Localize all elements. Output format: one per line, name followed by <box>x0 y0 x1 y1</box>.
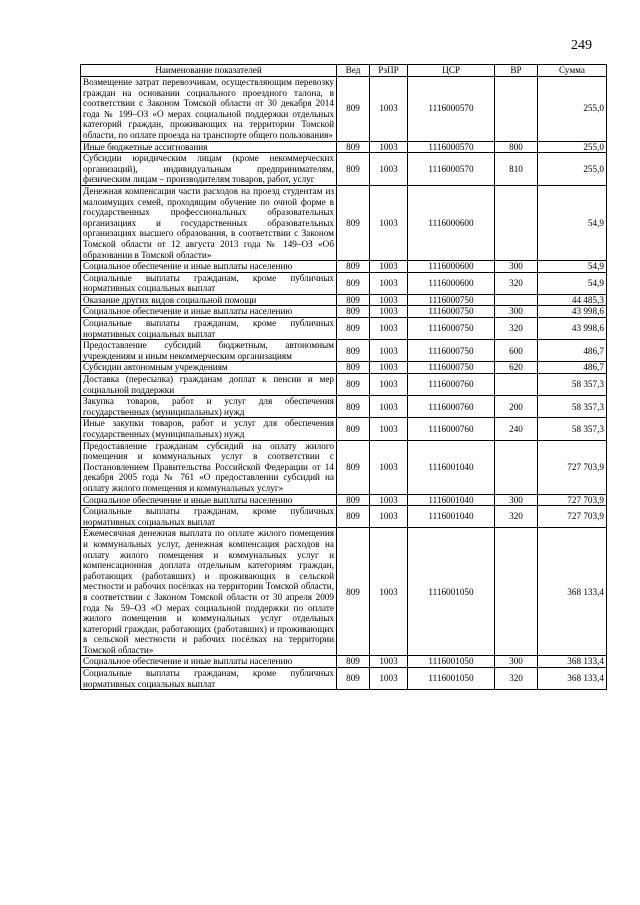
cell-name: Предоставление гражданам субсидий на оплату жилого помещения и коммунальных услуг в соответствии с Постановлением Правительства Российской Федерации от 14 декабря 2005 года № 761 «О предоставлении субсидий на оплату жилого помещения и коммунальных услуг» <box>81 440 337 494</box>
cell-csr: 1116000600 <box>408 272 495 294</box>
cell-ved: 809 <box>337 494 370 506</box>
cell-rzpr: 1003 <box>370 418 408 440</box>
cell-vr: 300 <box>495 656 538 668</box>
cell-vr: 320 <box>495 318 538 340</box>
table-row <box>81 528 607 656</box>
cell-csr: 1116000750 <box>408 340 495 362</box>
cell-name: Социальное обеспечение и иные выплаты населению <box>81 306 337 318</box>
table-row <box>81 340 607 362</box>
cell-csr: 1116000760 <box>408 396 495 418</box>
table-row <box>81 272 607 294</box>
cell-csr: 1116001040 <box>408 494 495 506</box>
cell-name: Социальное обеспечение и иные выплаты населению <box>81 494 337 506</box>
cell-csr: 1116000600 <box>408 261 495 273</box>
cell-vr: 200 <box>495 396 538 418</box>
table-row <box>81 318 607 340</box>
cell-sum: 255,0 <box>538 141 607 153</box>
table-row <box>81 185 607 260</box>
cell-sum: 727 703,9 <box>538 506 607 528</box>
cell-rzpr: 1003 <box>370 340 408 362</box>
cell-csr: 1116001040 <box>408 506 495 528</box>
col-header-rzpr: РзПР <box>370 65 408 77</box>
cell-sum: 368 133,4 <box>538 656 607 668</box>
cell-name: Социальное обеспечение и иные выплаты населению <box>81 656 337 668</box>
cell-ved: 809 <box>337 418 370 440</box>
cell-vr <box>495 185 538 260</box>
cell-vr <box>495 440 538 494</box>
cell-csr: 1116001050 <box>408 668 495 690</box>
table-row <box>81 396 607 418</box>
col-header-vr: ВР <box>495 65 538 77</box>
cell-vr <box>495 77 538 142</box>
cell-name: Социальные выплаты гражданам, кроме публичных нормативных социальных выплат <box>81 318 337 340</box>
cell-rzpr: 1003 <box>370 668 408 690</box>
cell-name: Предоставление субсидий бюджетным, автономным учреждениям и иным некоммерческим организациям <box>81 340 337 362</box>
cell-sum: 43 998,6 <box>538 306 607 318</box>
cell-csr: 1116000760 <box>408 374 495 396</box>
cell-rzpr: 1003 <box>370 656 408 668</box>
cell-csr: 1116000750 <box>408 318 495 340</box>
cell-rzpr: 1003 <box>370 185 408 260</box>
cell-vr: 810 <box>495 153 538 186</box>
table-header-row <box>81 65 607 77</box>
budget-table <box>80 64 607 690</box>
cell-name: Иные закупки товаров, работ и услуг для обеспечения государственных (муниципальных) нужд <box>81 418 337 440</box>
table-row <box>81 294 607 306</box>
cell-sum: 44 485,3 <box>538 294 607 306</box>
cell-sum: 486,7 <box>538 362 607 374</box>
col-header-sum: Сумма <box>538 65 607 77</box>
cell-vr <box>495 528 538 656</box>
cell-csr: 1116001050 <box>408 656 495 668</box>
cell-name: Возмещение затрат перевозчикам, осуществляющим перевозку граждан на основании социального проездного талона, в соответствии с Законом Томской области от 30 декабря 2014 года № 199–ОЗ «О мерах социальной поддержки отдельных категорий граждан, проживающих на территории Томской области, по оплате проезда на транспорте общего пользования» <box>81 77 337 142</box>
cell-vr <box>495 374 538 396</box>
cell-ved: 809 <box>337 374 370 396</box>
cell-rzpr: 1003 <box>370 362 408 374</box>
cell-vr: 240 <box>495 418 538 440</box>
cell-ved: 809 <box>337 185 370 260</box>
cell-rzpr: 1003 <box>370 153 408 186</box>
cell-csr: 1116000570 <box>408 153 495 186</box>
table-row <box>81 418 607 440</box>
cell-csr: 1116000750 <box>408 306 495 318</box>
col-header-name: Наименование показателей <box>81 65 337 77</box>
cell-sum: 255,0 <box>538 77 607 142</box>
table-row <box>81 362 607 374</box>
cell-name: Социальные выплаты гражданам, кроме публичных нормативных социальных выплат <box>81 668 337 690</box>
cell-name: Денежная компенсация части расходов на проезд студентам из малоимущих семей, проходящим обучение по очной форме в государственных профессиональных образовательных организациях и государственных образовательных организациях высшего образования, в соответствии с Законом Томской области от 12 августа 2013 года № 149–ОЗ «Об образовании в Томской области» <box>81 185 337 260</box>
cell-rzpr: 1003 <box>370 306 408 318</box>
cell-rzpr: 1003 <box>370 318 408 340</box>
cell-rzpr: 1003 <box>370 294 408 306</box>
cell-ved: 809 <box>337 77 370 142</box>
cell-csr: 1116000750 <box>408 362 495 374</box>
col-header-csr: ЦСР <box>408 65 495 77</box>
cell-sum: 43 998,6 <box>538 318 607 340</box>
cell-ved: 809 <box>337 294 370 306</box>
cell-vr: 800 <box>495 141 538 153</box>
cell-name: Ежемесячная денежная выплата по оплате жилого помещения и коммунальных услуг, денежная компенсация расходов на оплату жилого помещения и коммунальных услуг и компенсационная доплата отдельным категориям граждан, работающих (работавших) и проживающих в сельской местности и рабочих посёлках на территории Томской области, в соответствии с Законом Томской области от 30 апреля 2009 года № 59–ОЗ «О мерах социальной поддержки по оплате жилого помещения и коммунальных услуг отдельных категорий граждан, работающих (работавших) и проживающих в сельской местности и рабочих посёлках на территории Томской области» <box>81 528 337 656</box>
cell-rzpr: 1003 <box>370 261 408 273</box>
table-row <box>81 494 607 506</box>
cell-rzpr: 1003 <box>370 506 408 528</box>
cell-csr: 1116000750 <box>408 294 495 306</box>
cell-csr: 1116001050 <box>408 528 495 656</box>
cell-csr: 1116000570 <box>408 77 495 142</box>
cell-rzpr: 1003 <box>370 494 408 506</box>
table-row <box>81 656 607 668</box>
cell-vr: 300 <box>495 261 538 273</box>
cell-vr <box>495 294 538 306</box>
cell-ved: 809 <box>337 306 370 318</box>
cell-rzpr: 1003 <box>370 440 408 494</box>
cell-vr: 620 <box>495 362 538 374</box>
cell-sum: 54,9 <box>538 261 607 273</box>
cell-name: Доставка (пересылка) гражданам доплат к пенсии и мер социальной поддержки <box>81 374 337 396</box>
page-number: 249 <box>571 38 592 53</box>
cell-ved: 809 <box>337 656 370 668</box>
cell-ved: 809 <box>337 668 370 690</box>
table-row <box>81 440 607 494</box>
cell-vr: 300 <box>495 494 538 506</box>
table-row <box>81 668 607 690</box>
cell-sum: 54,9 <box>538 185 607 260</box>
table-row <box>81 374 607 396</box>
cell-rzpr: 1003 <box>370 141 408 153</box>
table-row <box>81 261 607 273</box>
cell-name: Социальные выплаты гражданам, кроме публичных нормативных социальных выплат <box>81 272 337 294</box>
cell-sum: 58 357,3 <box>538 396 607 418</box>
cell-name: Субсидии юридическим лицам (кроме некоммерческих организаций), индивидуальным предпринимателям, физическим лицам – производителям товаров, работ, услуг <box>81 153 337 186</box>
table-row <box>81 77 607 142</box>
cell-sum: 486,7 <box>538 340 607 362</box>
cell-vr: 320 <box>495 668 538 690</box>
cell-rzpr: 1003 <box>370 396 408 418</box>
table-row <box>81 306 607 318</box>
cell-rzpr: 1003 <box>370 77 408 142</box>
cell-csr: 1116000570 <box>408 141 495 153</box>
cell-vr: 320 <box>495 506 538 528</box>
cell-ved: 809 <box>337 362 370 374</box>
cell-ved: 809 <box>337 396 370 418</box>
cell-name: Иные бюджетные ассигнования <box>81 141 337 153</box>
cell-vr: 320 <box>495 272 538 294</box>
cell-ved: 809 <box>337 318 370 340</box>
cell-csr: 1116001040 <box>408 440 495 494</box>
cell-name: Закупка товаров, работ и услуг для обеспечения государственных (муниципальных) нужд <box>81 396 337 418</box>
cell-ved: 809 <box>337 506 370 528</box>
cell-ved: 809 <box>337 340 370 362</box>
cell-sum: 368 133,4 <box>538 668 607 690</box>
cell-rzpr: 1003 <box>370 374 408 396</box>
cell-ved: 809 <box>337 528 370 656</box>
cell-sum: 727 703,9 <box>538 494 607 506</box>
cell-ved: 809 <box>337 272 370 294</box>
cell-ved: 809 <box>337 440 370 494</box>
cell-ved: 809 <box>337 153 370 186</box>
cell-csr: 1116000760 <box>408 418 495 440</box>
cell-vr: 300 <box>495 306 538 318</box>
cell-sum: 54,9 <box>538 272 607 294</box>
cell-rzpr: 1003 <box>370 272 408 294</box>
cell-vr: 600 <box>495 340 538 362</box>
cell-ved: 809 <box>337 261 370 273</box>
cell-rzpr: 1003 <box>370 528 408 656</box>
cell-sum: 58 357,3 <box>538 374 607 396</box>
cell-name: Субсидии автономным учреждениям <box>81 362 337 374</box>
cell-sum: 58 357,3 <box>538 418 607 440</box>
table-row <box>81 506 607 528</box>
cell-sum: 727 703,9 <box>538 440 607 494</box>
cell-name: Социальное обеспечение и иные выплаты населению <box>81 261 337 273</box>
cell-sum: 255,0 <box>538 153 607 186</box>
cell-sum: 368 133,4 <box>538 528 607 656</box>
table-row <box>81 153 607 186</box>
col-header-ved: Вед <box>337 65 370 77</box>
cell-csr: 1116000600 <box>408 185 495 260</box>
cell-ved: 809 <box>337 141 370 153</box>
cell-name: Социальные выплаты гражданам, кроме публичных нормативных социальных выплат <box>81 506 337 528</box>
table-row <box>81 141 607 153</box>
cell-name: Оказание других видов социальной помощи <box>81 294 337 306</box>
